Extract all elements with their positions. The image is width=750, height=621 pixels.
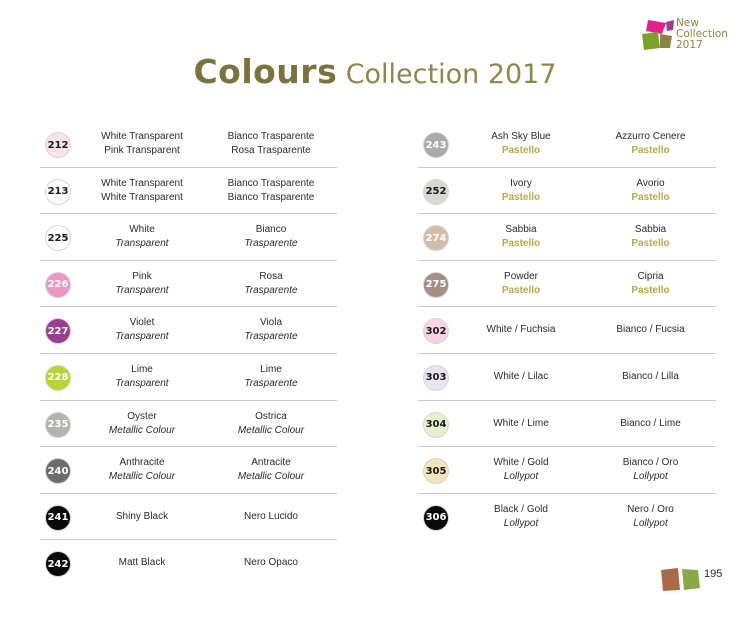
logo-line-3: 2017 bbox=[676, 39, 703, 51]
italian-name bbox=[210, 401, 332, 447]
english-name bbox=[460, 261, 582, 307]
logo-mark-icon bbox=[640, 18, 676, 58]
name-line: Shiny Black bbox=[115, 510, 169, 522]
name-line: Bianco / Fucsia bbox=[616, 324, 685, 336]
finish-line: Lollypot bbox=[503, 517, 539, 529]
italian-name bbox=[588, 307, 713, 353]
colour-row bbox=[40, 214, 337, 261]
finish-line: Pastello bbox=[631, 284, 670, 296]
logo-text bbox=[676, 18, 728, 51]
finish-line: Trasparente bbox=[244, 238, 298, 250]
name-line: Nero Lucido bbox=[244, 510, 298, 522]
italian-name bbox=[588, 447, 713, 493]
colour-swatch: 235 bbox=[45, 412, 71, 438]
name-line: Ivory bbox=[510, 177, 532, 189]
italian-name bbox=[588, 261, 713, 307]
english-name bbox=[460, 214, 582, 260]
colour-swatch: 227 bbox=[45, 318, 71, 344]
colour-row bbox=[418, 121, 716, 168]
name-line: Black / Gold bbox=[494, 503, 548, 515]
name-line: Ostrica bbox=[255, 410, 287, 422]
colour-row bbox=[418, 261, 716, 308]
name-line: Bianco / Oro bbox=[622, 457, 679, 469]
name-line: Violet bbox=[129, 317, 155, 329]
title-main: Colours bbox=[193, 52, 338, 91]
italian-name bbox=[210, 261, 332, 307]
colour-row bbox=[40, 307, 337, 354]
finish-line: White Transparent bbox=[101, 191, 183, 203]
english-name bbox=[460, 168, 582, 214]
finish-line: Trasparente bbox=[244, 377, 298, 389]
english-name bbox=[82, 447, 202, 493]
finish-line: Transparent bbox=[115, 331, 169, 343]
name-line: Avorio bbox=[636, 177, 665, 189]
name-line: White Transparent bbox=[101, 177, 183, 189]
finish-line: Transparent bbox=[115, 238, 169, 250]
finish-line: Metallic Colour bbox=[108, 424, 176, 436]
finish-line: Metallic Colour bbox=[237, 471, 305, 483]
name-line: Anthracite bbox=[119, 457, 165, 469]
name-line: Rosa bbox=[259, 270, 283, 282]
name-line: White / Fuchsia bbox=[486, 324, 556, 336]
name-line: Bianco / Lilla bbox=[622, 370, 679, 382]
name-line: White / Lilac bbox=[493, 370, 549, 382]
finish-line: Trasparente bbox=[244, 331, 298, 343]
colour-swatch: 243 bbox=[423, 132, 449, 158]
page-title bbox=[0, 52, 750, 91]
name-line: Azzurro Cenere bbox=[615, 131, 686, 142]
italian-name bbox=[210, 540, 332, 586]
name-line: White Transparent bbox=[101, 131, 183, 142]
finish-line: Pink Transparent bbox=[104, 145, 180, 156]
finish-line: Pastello bbox=[631, 238, 670, 250]
name-line: Antracite bbox=[251, 457, 291, 469]
colour-swatch: 275 bbox=[423, 272, 449, 298]
english-name bbox=[460, 307, 582, 353]
colour-swatch: 305 bbox=[423, 458, 449, 484]
name-line: Lime bbox=[131, 363, 153, 375]
finish-line: Metallic Colour bbox=[108, 471, 176, 483]
colour-row bbox=[40, 121, 337, 168]
colour-row bbox=[40, 540, 337, 587]
name-line: Bianco Trasparente bbox=[227, 177, 315, 189]
name-line: White / Lime bbox=[493, 417, 549, 429]
colour-swatch: 242 bbox=[45, 551, 71, 577]
italian-name bbox=[588, 494, 713, 540]
english-name bbox=[82, 540, 202, 586]
finish-line: Transparent bbox=[115, 284, 169, 296]
name-line: Oyster bbox=[127, 410, 157, 422]
finish-line: Lollypot bbox=[633, 517, 668, 529]
finish-line: Pastello bbox=[501, 145, 541, 156]
italian-name bbox=[588, 401, 713, 447]
english-name bbox=[82, 121, 202, 167]
footer-swatch-icon bbox=[660, 566, 702, 592]
finish-line: Bianco Trasparente bbox=[227, 191, 315, 203]
colour-row bbox=[418, 447, 716, 494]
finish-line: Trasparente bbox=[244, 284, 298, 296]
italian-name bbox=[588, 121, 713, 167]
colour-list-left bbox=[40, 121, 337, 587]
title-sub: Collection 2017 bbox=[345, 59, 557, 90]
english-name bbox=[460, 494, 582, 540]
italian-name bbox=[210, 307, 332, 353]
colour-swatch: 303 bbox=[423, 365, 449, 391]
page-number: 195 bbox=[704, 568, 723, 580]
colour-row bbox=[418, 307, 716, 354]
finish-line: Pastello bbox=[631, 145, 670, 156]
colour-row bbox=[40, 447, 337, 494]
colour-row bbox=[418, 494, 716, 541]
name-line: Nero / Oro bbox=[627, 503, 674, 515]
english-name bbox=[460, 401, 582, 447]
name-line: Bianco / Lime bbox=[620, 417, 681, 429]
colour-swatch: 306 bbox=[423, 505, 449, 531]
colour-swatch: 302 bbox=[423, 318, 449, 344]
italian-name bbox=[210, 447, 332, 493]
colour-row bbox=[40, 494, 337, 541]
colour-swatch: 228 bbox=[45, 365, 71, 391]
name-line: Matt Black bbox=[118, 557, 166, 569]
name-line: White bbox=[129, 224, 155, 236]
name-line: Pink bbox=[132, 270, 152, 282]
colour-row bbox=[418, 168, 716, 215]
finish-line: Lollypot bbox=[633, 471, 668, 483]
name-line: Viola bbox=[259, 317, 283, 329]
finish-line: Lollypot bbox=[503, 471, 539, 483]
english-name bbox=[82, 307, 202, 353]
finish-line: Pastello bbox=[501, 284, 541, 296]
italian-name bbox=[588, 168, 713, 214]
english-name bbox=[82, 168, 202, 214]
italian-name bbox=[210, 168, 332, 214]
colour-swatch: 252 bbox=[423, 179, 449, 205]
name-line: Nero Opaco bbox=[244, 557, 298, 569]
colour-swatch: 226 bbox=[45, 272, 71, 298]
colour-swatch: 241 bbox=[45, 505, 71, 531]
colour-row bbox=[40, 168, 337, 215]
name-line: Ash Sky Blue bbox=[491, 131, 551, 142]
colour-swatch: 274 bbox=[423, 225, 449, 251]
new-collection-logo bbox=[640, 18, 745, 60]
colour-row bbox=[40, 261, 337, 308]
finish-line: Transparent bbox=[115, 377, 169, 389]
english-name bbox=[460, 447, 582, 493]
colour-swatch: 225 bbox=[45, 225, 71, 251]
italian-name bbox=[210, 354, 332, 400]
colour-row bbox=[40, 354, 337, 401]
colour-swatch: 240 bbox=[45, 458, 71, 484]
name-line: Cipria bbox=[637, 270, 664, 282]
colour-swatch: 212 bbox=[45, 132, 71, 158]
colour-row bbox=[418, 214, 716, 261]
colour-row bbox=[418, 354, 716, 401]
english-name bbox=[82, 261, 202, 307]
italian-name bbox=[210, 121, 332, 167]
name-line: Powder bbox=[504, 270, 538, 282]
logo-line-2: Collection bbox=[676, 28, 728, 40]
italian-name bbox=[210, 494, 332, 540]
name-line: Bianco bbox=[255, 224, 287, 236]
italian-name bbox=[588, 354, 713, 400]
colour-row bbox=[418, 401, 716, 448]
colour-swatch: 304 bbox=[423, 412, 449, 438]
english-name bbox=[460, 354, 582, 400]
italian-name bbox=[210, 214, 332, 260]
finish-line: Pastello bbox=[501, 191, 541, 203]
finish-line: Pastello bbox=[501, 238, 541, 250]
name-line: Lime bbox=[260, 363, 282, 375]
finish-line: Pastello bbox=[631, 191, 670, 203]
name-line: Bianco Trasparente bbox=[227, 131, 315, 142]
name-line: Sabbia bbox=[634, 224, 667, 236]
name-line: White / Gold bbox=[493, 457, 549, 469]
english-name bbox=[82, 401, 202, 447]
english-name bbox=[82, 214, 202, 260]
name-line: Sabbia bbox=[505, 224, 537, 236]
colour-row bbox=[40, 401, 337, 448]
finish-line: Metallic Colour bbox=[237, 424, 305, 436]
colour-list-right bbox=[418, 121, 716, 540]
colour-swatch: 213 bbox=[45, 179, 71, 205]
english-name bbox=[460, 121, 582, 167]
english-name bbox=[82, 354, 202, 400]
finish-line: Rosa Trasparente bbox=[231, 145, 311, 156]
logo-line-1: New bbox=[676, 17, 699, 29]
italian-name bbox=[588, 214, 713, 260]
english-name bbox=[82, 494, 202, 540]
